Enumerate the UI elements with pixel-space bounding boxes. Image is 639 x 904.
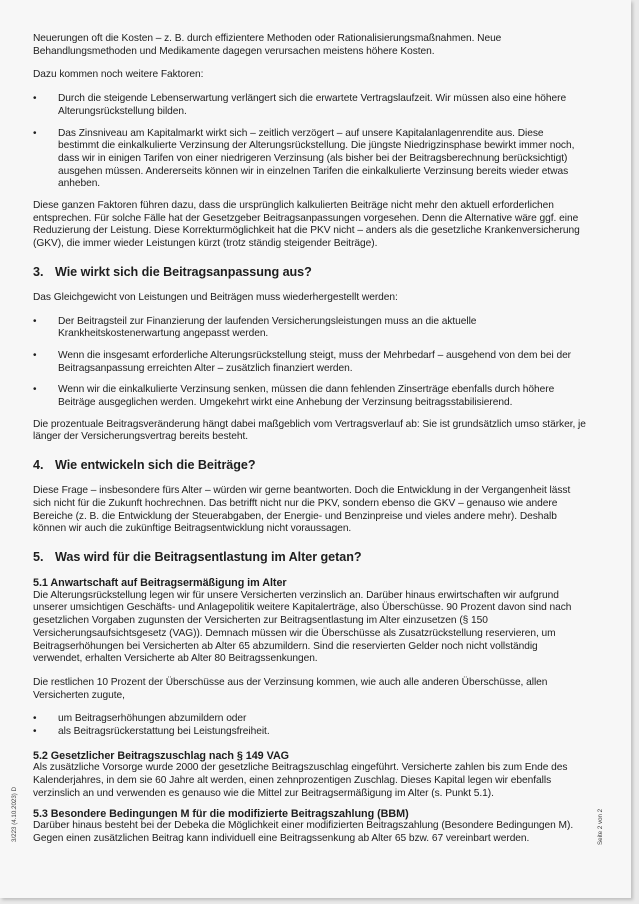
paragraph: Das Gleichgewicht von Leistungen und Beiträgen muss wiederhergestellt werden:: [33, 291, 398, 303]
page-number: Seite 2 von 2: [597, 808, 604, 845]
section-title: Wie wirkt sich die Beitragsanpassung aus?: [55, 264, 312, 279]
section-heading: [33, 458, 586, 473]
paragraph: Die prozentuale Beitragsveränderung hängt dabei maßgeblich vom Vertragsverlauf ab: Sie ist grundsätzlich umso stärker, je länger der Versicherungsvertrag bereits besteht.: [33, 418, 586, 443]
section-heading: [33, 265, 586, 280]
intro-paragraph: Diese ganzen Faktoren führen dazu, dass die ursprünglich kalkulierten Beiträge nicht mehr den aktuell erforderlichen entsprechen. Für solche Fälle hat der Gesetzgeber Beitragsanpassungen vorgesehen. Denn die Alternative wäre ggf. eine Reduzierung der Leistung. Diese Korrekturmöglichkeit hat die PKV nicht – anders als die gesetzliche Krankenversicherung (GKV), die immer wieder Leistungen kürzt (trotz ständig steigender Beiträge).: [33, 200, 580, 250]
paragraph: Diese Frage – insbesondere fürs Alter – würden wir gerne beantworten. Doch die Entwicklung in der Vergangenheit lässt sich nicht für die Zukunft hochrechnen. Das betrifft nicht nur die PKV, sondern ebenso die GKV – genauso wie andere Bereiche (z. B. die Entwicklung der Steuerabgaben, der Energie- und Benzinpreise und vieles andere mehr). Deshalb können wir auch die zukünftige Beitragsentwicklung nicht voraussagen.: [33, 485, 571, 535]
section-number: 4.: [33, 458, 44, 473]
paragraph: Darüber hinaus besteht bei der Debeka die Möglichkeit einer modifizierten Beitragszahlung (Besondere Bedingungen M). Gegen einen zusätzlichen Beitrag kann individuell eine Beitragssenkung ab Alter 65 bzw. 67 vereinbart werden.: [33, 820, 574, 844]
paragraph: Als zusätzliche Vorsorge wurde 2000 der gesetzliche Beitragszuschlag eingeführt. Versicherte zahlen bis zum Ende des Kalenderjahres, in dem sie 60 Jahre alt werden, einen zehnprozentigen Zuschlag. Dieses Kapital legen wir ebenfalls verzinslich an und verwenden es genauso wie die Mittel zur Beitragsermäßigung im Alter (s. Punkt 5.1).: [33, 762, 568, 799]
surplus-list: [33, 713, 586, 738]
form-code: 3/223 (4.10.2023) D: [11, 786, 18, 842]
paragraph: Die restlichen 10 Prozent der Überschüsse aus der Verzinsung kommen, wie auch alle anderen Überschüsse, allen Versicherten zugute,: [33, 676, 548, 701]
adjustment-list: [33, 316, 586, 410]
list-item: • Der Beitragsteil zur Finanzierung der laufenden Versicherungsleistungen muss an die aktuelle Krankheitskostenerwartung angepasst werden.: [33, 316, 586, 341]
list-item: • Wenn wir die einkalkulierte Verzinsung senken, müssen die dann fehlenden Zinserträge ebenfalls durch höhere Beiträge ausgeglichen werden. Umgekehrt wirkt eine Anhebung der Verzinsung beitragsstabilisierend.: [33, 384, 586, 409]
factors-list: [33, 93, 586, 191]
list-item: • Das Zinsniveau am Kapitalmarkt wirkt sich – zeitlich verzögert – auf unsere Kapitalanlagenrendite aus. Diese bestimmt die einkalkulierte Verzinsung der Alterungsrückstellung. Die jüngste Niedrigzinsphase bewirkt immer noch, dass wir in einigen Tarifen von einer niedrigeren Verzinsung (als bisher bei der Beitragsberechnung berücksichtigt) ausgehen müssen. Andererseits können wir in einzelnen Tarifen die einkalkulierte Verzinsung bereits wieder etwas anheben.: [33, 128, 586, 192]
subsection-heading: 5.2 Gesetzlicher Beitragszuschlag nach § 149 VAG: [33, 749, 290, 762]
section-heading: [33, 550, 586, 565]
document-body: [33, 33, 586, 846]
section-number: 3.: [33, 264, 44, 279]
subsection-heading: 5.1 Anwartschaft auf Beitragsermäßigung im Alter: [33, 576, 287, 589]
list-item: • als Beitragsrückerstattung bei Leistungsfreiheit.: [33, 726, 586, 739]
section-number: 5.: [33, 549, 44, 564]
list-item: • Wenn die insgesamt erforderliche Alterungsrückstellung steigt, muss der Mehrbedarf – ausgehend von dem bei der Beitragsanpassung erreichten Alter – zusätzlich finanziert werden.: [33, 350, 586, 375]
intro-paragraph: Dazu kommen noch weitere Faktoren:: [33, 69, 204, 81]
intro-paragraph: Neuerungen oft die Kosten – z. B. durch effizientere Methoden oder Rationalisierungsmaßnahmen. Neue Behandlungsmethoden und Medikamente dagegen verursachen meistens höhere Kosten.: [33, 33, 502, 57]
section-title: Wie entwickeln sich die Beiträge?: [55, 458, 256, 473]
section-title: Was wird für die Beitragsentlastung im Alter getan?: [55, 549, 362, 564]
list-item: • Durch die steigende Lebenserwartung verlängert sich die erwartete Vertragslaufzeit. Wir müssen also eine höhere Alterungsrückstellung bilden.: [33, 93, 586, 118]
paragraph: Die Alterungsrückstellung legen wir für unsere Versicherten verzinslich an. Darüber hinaus erwirtschaften wir aufgrund unserer umsichtigen Geschäfts- und Anlagepolitik weitere Kapitalerträge, also Überschüsse. 90 Prozent davon sind nach gesetzlichen Vorgaben zugunsten der Versicherten zur Beitragsentlastung im Alter einzusetzen (§ 150 Versicherungsaufsichtsgesetz (VAG)). Demnach müssen wir die Überschüsse als Zusatzrückstellung reservieren, um Beitragserhöhungen bei Versicherten ab Alter 65 abzumildern. Sind die reservierten Gelder noch nicht vollständig verwendet, erhalten Versicherte ab Alter 80 Beitragssenkungen.: [33, 589, 572, 665]
list-item: • um Beitragserhöhungen abzumildern oder: [33, 713, 586, 726]
subsection-heading: 5.3 Besondere Bedingungen M für die modifizierte Beitragszahlung (BBM): [33, 807, 409, 820]
